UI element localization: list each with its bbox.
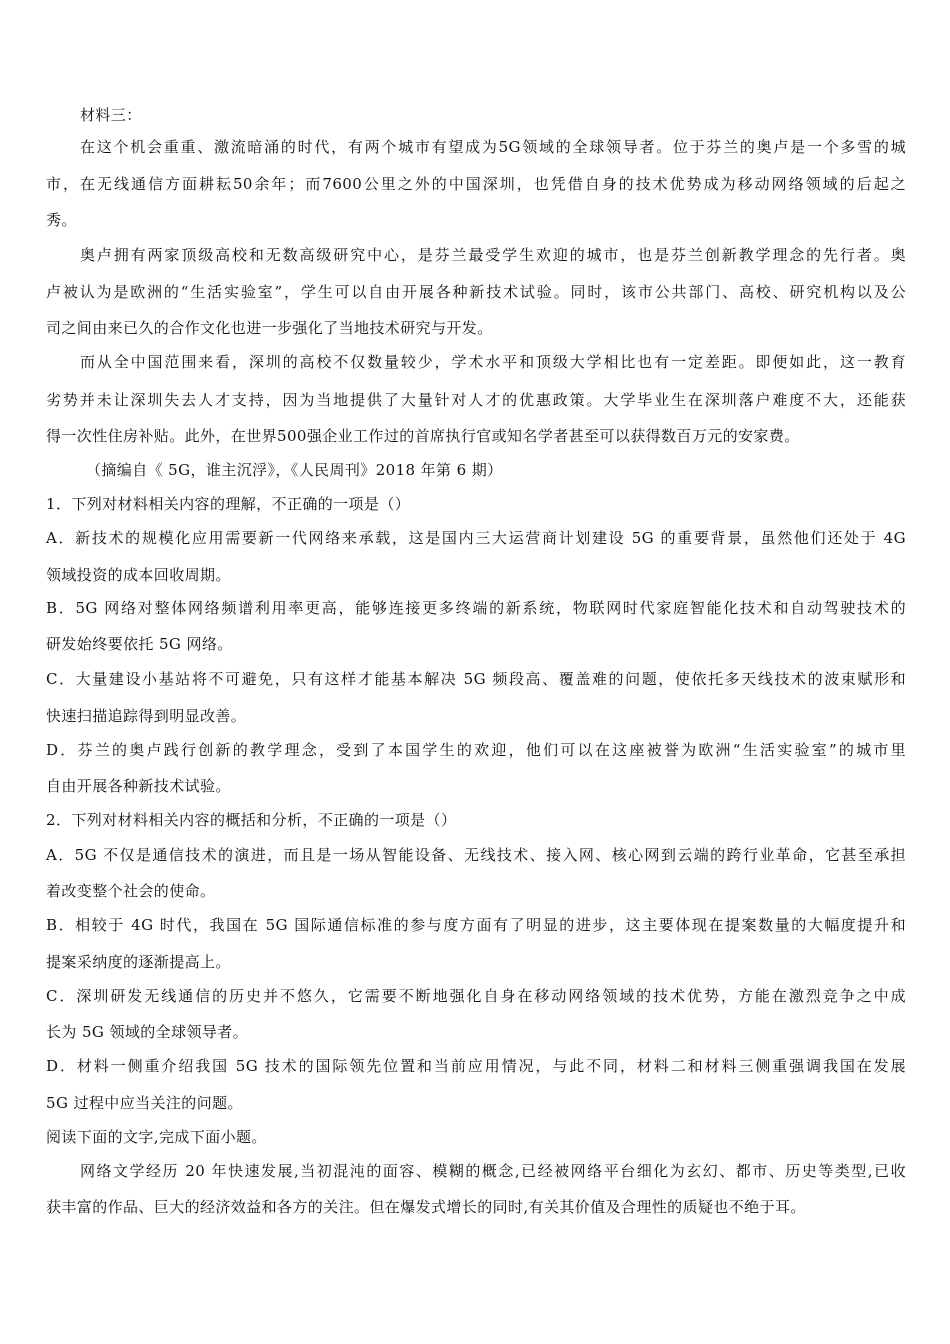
paragraph-line: 得一次性住房补贴。此外，在世界500强企业工作过的首席执行官或知名学者甚至可以获得数百万元的安家费。 [46, 427, 800, 445]
q2-option-b[interactable]: B．相较于 4G 时代，我国在 5G 国际通信标准的参与度方面有了明显的进步，这主要体现在提案数量的大幅度提升和 [46, 916, 906, 934]
q1-option-d-cont: 自由开展各种新技术试验。 [46, 777, 231, 795]
q1-option-c[interactable]: C．大量建设小基站将不可避免，只有这样才能基本解决 5G 频段高、覆盖难的问题，使依托多天线技术的波束赋形和 [46, 670, 906, 688]
question-1-stem: 1．下列对材料相关内容的理解，不正确的一项是（） [46, 495, 411, 513]
q1-option-c-cont: 快速扫描追踪得到明显改善。 [46, 707, 247, 725]
q1-option-b-cont: 研发始终要依托 5G 网络。 [46, 635, 233, 653]
paragraph-line: 劣势并未让深圳失去人才支持，因为当地提供了大量针对人才的优惠政策。大学毕业生在深圳落户难度不大，还能获 [46, 391, 906, 409]
reading-instruction: 阅读下面的文字,完成下面小题。 [46, 1128, 267, 1146]
paragraph-line: 在这个机会重重、激流暗涌的时代，有两个城市有望成为5G领域的全球领导者。位于芬兰的奥卢是一个多雪的城 [80, 138, 906, 156]
q1-option-a-cont: 领域投资的成本回收周期。 [46, 566, 231, 584]
q2-option-a[interactable]: A．5G 不仅是通信技术的演进，而且是一场从智能设备、无线技术、接入网、核心网到云端的跨行业革命，它甚至承担 [46, 846, 906, 864]
q2-option-c-cont: 长为 5G 领域的全球领导者。 [46, 1023, 249, 1041]
paragraph-line: 获丰富的作品、巨大的经济效益和各方的关注。但在爆发式增长的同时,有关其价值及合理性的质疑也不绝于耳。 [46, 1198, 806, 1216]
paragraph-line: 奥卢拥有两家顶级高校和无数高级研究中心，是芬兰最受学生欢迎的城市，也是芬兰创新教学理念的先行者。奥 [80, 246, 906, 264]
paragraph-line: 司之间由来已久的合作文化也进一步强化了当地技术研究与开发。 [46, 319, 493, 337]
q1-option-d[interactable]: D．芬兰的奥卢践行创新的教学理念，受到了本国学生的欢迎，他们可以在这座被誉为欧洲“生活实验室”的城市里 [46, 741, 906, 759]
q2-option-a-cont: 着改变整个社会的使命。 [46, 882, 216, 900]
paragraph-line: 秀。 [46, 211, 77, 229]
material-three-heading: 材料三： [80, 106, 142, 124]
paragraph-line: 卢被认为是欧洲的“生活实验室”，学生可以自由开展各种新技术试验。同时，该市公共部门、高校、研究机构以及公 [46, 283, 906, 301]
paragraph-line: 市，在无线通信方面耕耘50余年；而7600公里之外的中国深圳，也凭借自身的技术优势成为移动网络领域的后起之 [46, 175, 906, 193]
q1-option-b[interactable]: B．5G 网络对整体网络频谱利用率更高，能够连接更多终端的新系统，物联网时代家庭智能化技术和自动驾驶技术的 [46, 599, 906, 617]
q2-option-d[interactable]: D．材料一侧重介绍我国 5G 技术的国际领先位置和当前应用情况，与此不同，材料二和材料三侧重强调我国在发展 [46, 1057, 906, 1075]
q2-option-c[interactable]: C．深圳研发无线通信的历史并不悠久，它需要不断地强化自身在移动网络领域的技术优势，方能在激烈竞争之中成 [46, 987, 906, 1005]
source-citation: （摘编自《 5G，谁主沉浮》，《人民周刊》2018 年第 6 期） [86, 461, 503, 479]
question-2-stem: 2．下列对材料相关内容的概括和分析，不正确的一项是（） [46, 811, 457, 829]
q2-option-b-cont: 提案采纳度的逐渐提高上。 [46, 953, 231, 971]
q1-option-a[interactable]: A．新技术的规模化应用需要新一代网络来承载，这是国内三大运营商计划建设 5G 的重要背景，虽然他们还处于 4G [46, 529, 906, 547]
paragraph-line: 而从全中国范围来看，深圳的高校不仅数量较少，学术水平和顶级大学相比也有一定差距。即便如此，这一教育 [80, 353, 906, 371]
paragraph-line: 网络文学经历 20 年快速发展,当初混沌的面容、模糊的概念,已经被网络平台细化为玄幻、都市、历史等类型,已收 [80, 1162, 906, 1180]
q2-option-d-cont: 5G 过程中应当关注的问题。 [46, 1094, 243, 1112]
